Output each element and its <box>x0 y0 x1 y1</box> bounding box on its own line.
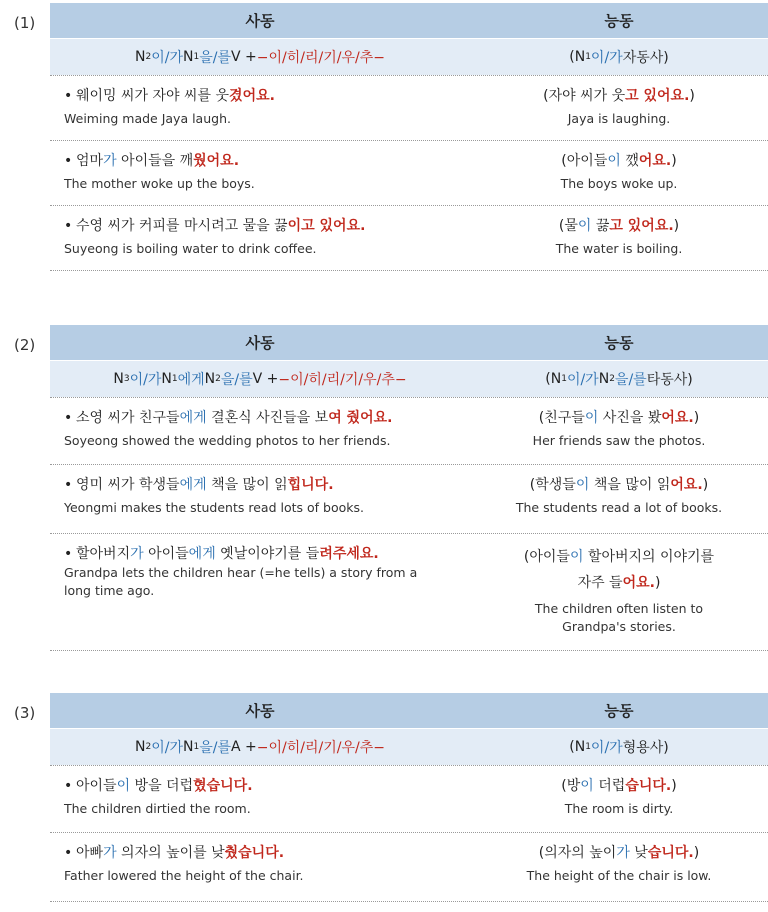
korean-sentence <box>519 544 719 596</box>
korean-sentence <box>64 86 470 106</box>
text-segment: 1 <box>585 742 591 752</box>
text-segment: 의자의 높이를 낮 <box>116 845 225 861</box>
text-segment: 이/가 <box>590 50 623 66</box>
example-row <box>50 464 768 533</box>
text-segment: 이 <box>116 778 131 794</box>
text-segment: 깼 <box>620 153 639 169</box>
causative-example <box>50 206 470 270</box>
text-segment: 어요. <box>670 477 703 493</box>
formula-causative <box>50 361 470 397</box>
active-example <box>470 766 768 832</box>
korean-sentence <box>64 216 470 236</box>
text-segment: 1 <box>193 742 200 752</box>
text-segment: (N <box>545 371 562 387</box>
example-row <box>50 205 768 271</box>
formula-active <box>470 39 768 75</box>
text-segment: 더럽 <box>593 778 626 794</box>
text-segment: 할아버지의 이야기를 자주 들 <box>577 549 715 591</box>
example-row <box>50 75 768 140</box>
korean-sentence <box>561 776 676 796</box>
header-active: 능동 <box>604 12 634 30</box>
text-segment: 아이들 <box>76 778 117 794</box>
text-segment: 가 <box>103 153 117 169</box>
english-translation: Soyeong showed the wedding photos to her friends. <box>64 433 391 448</box>
bullet: • <box>64 153 73 169</box>
text-segment: 이 <box>607 153 621 169</box>
example-row <box>50 832 768 902</box>
text-segment: 1 <box>585 52 591 62</box>
text-segment: 에게 <box>177 372 205 388</box>
text-segment: N <box>113 371 124 387</box>
text-segment: V + <box>231 49 257 65</box>
text-segment: (물 <box>558 218 578 234</box>
section-number: (1) <box>14 14 36 32</box>
text-segment: 을/를 <box>199 50 231 66</box>
bullet: • <box>64 477 73 493</box>
text-segment: 어요. <box>638 153 672 169</box>
english-translation: The children dirtied the room. <box>64 801 251 816</box>
causative-example <box>50 766 470 832</box>
text-segment: N <box>135 739 146 755</box>
korean-sentence <box>64 475 470 495</box>
text-segment: 이/가 <box>566 372 599 388</box>
formula-causative <box>50 729 470 765</box>
text-segment: 소영 씨가 친구들 <box>76 410 180 426</box>
text-segment: 을/를 <box>614 372 647 388</box>
text-segment: ) <box>689 88 695 104</box>
text-segment: 이 <box>577 218 592 234</box>
text-segment: 겼어요. <box>229 88 275 104</box>
text-segment: 2 <box>609 374 615 384</box>
text-segment: 1 <box>561 374 567 384</box>
english-translation: Suyeong is boiling water to drink coffee. <box>64 241 317 256</box>
causative-example <box>50 465 470 533</box>
english-translation: The children often listen to Grandpa's stories. <box>534 601 704 634</box>
active-example <box>470 398 768 464</box>
text-segment: (친구들 <box>538 410 585 426</box>
english-translation: The students read a lot of books. <box>515 500 723 515</box>
text-segment: 이 <box>580 778 594 794</box>
text-segment: 아이들을 깨 <box>116 153 194 169</box>
text-segment: N <box>183 49 194 65</box>
text-segment: 이 <box>584 410 599 426</box>
text-segment: −이/히/리/기/우/추− <box>256 740 385 756</box>
text-segment: 낮 <box>629 845 648 861</box>
english-translation: Her friends saw the photos. <box>532 433 706 448</box>
text-segment: 2 <box>145 52 152 62</box>
causative-example <box>50 398 470 464</box>
text-segment: 책을 많이 읽 <box>206 477 288 493</box>
formula-active <box>470 361 768 397</box>
text-segment: (아이들 <box>561 153 608 169</box>
active-example <box>470 534 768 650</box>
text-segment: −이/히/리/기/우/추− <box>278 372 407 388</box>
header-active: 능동 <box>604 702 634 720</box>
text-segment: 췄습니다. <box>224 845 285 861</box>
text-segment: N <box>183 739 194 755</box>
text-segment: 어요. <box>622 575 655 591</box>
english-translation: Yeongmi makes the students read lots of books. <box>64 500 364 515</box>
text-segment: ) <box>673 218 680 234</box>
active-example <box>470 833 768 901</box>
english-translation: The boys woke up. <box>560 176 678 191</box>
text-segment: 려주세요. <box>319 546 379 562</box>
active-example <box>470 465 768 533</box>
text-segment: ) <box>702 477 709 493</box>
formula-row <box>50 38 768 75</box>
text-segment: (의자의 높이 <box>538 845 617 861</box>
text-segment: 이 <box>575 477 590 493</box>
text-segment: −이/히/리/기/우/추− <box>256 50 385 66</box>
text-segment: 가 <box>103 845 117 861</box>
text-segment: (N <box>569 49 586 65</box>
causative-example <box>50 76 470 140</box>
text-segment: 옛날이야기를 들 <box>215 546 320 562</box>
text-segment: ) <box>671 153 677 169</box>
english-translation: The mother woke up the boys. <box>64 176 255 191</box>
bullet: • <box>64 778 73 794</box>
text-segment: ) <box>693 845 700 861</box>
text-segment: 결혼식 사진들을 보 <box>206 410 329 426</box>
text-segment: 방을 더럽 <box>130 778 194 794</box>
text-segment: N <box>598 371 610 387</box>
text-segment: 이/가 <box>151 50 184 66</box>
header-active: 능동 <box>604 334 634 352</box>
text-segment: 이/가 <box>129 372 162 388</box>
text-segment: (학생들 <box>529 477 576 493</box>
korean-sentence <box>543 86 695 106</box>
text-segment: 에게 <box>179 410 207 426</box>
text-segment: 에게 <box>188 546 216 562</box>
english-translation: The height of the chair is low. <box>526 868 712 883</box>
text-segment: ) <box>654 575 661 591</box>
korean-sentence <box>64 776 470 796</box>
korean-sentence <box>539 843 699 863</box>
table-header <box>50 325 768 360</box>
header-causative: 사동 <box>245 12 275 30</box>
text-segment: 3 <box>123 374 130 384</box>
section-number: (2) <box>14 336 36 354</box>
causative-example <box>50 534 470 650</box>
bullet: • <box>64 88 73 104</box>
text-segment: N <box>204 371 216 387</box>
korean-sentence <box>64 151 470 171</box>
formula-causative <box>50 39 470 75</box>
grammar-table <box>50 3 768 271</box>
causative-example <box>50 141 470 205</box>
text-segment: 고 있어요. <box>625 88 690 104</box>
text-segment: ) <box>693 410 700 426</box>
bullet: • <box>64 845 73 861</box>
text-segment: ) <box>671 778 677 794</box>
text-segment: 형용사) <box>622 740 669 756</box>
formula-row <box>50 360 768 397</box>
text-segment: 영미 씨가 학생들 <box>76 477 180 493</box>
text-segment: 힙니다. <box>287 477 334 493</box>
text-segment: 어요. <box>661 410 694 426</box>
causative-example <box>50 833 470 901</box>
text-segment: 자동사) <box>622 50 669 66</box>
text-segment: 웠어요. <box>193 153 240 169</box>
header-causative: 사동 <box>245 702 275 720</box>
korean-sentence <box>64 408 470 428</box>
korean-sentence <box>64 544 470 564</box>
text-segment: 여 줬어요. <box>328 410 393 426</box>
korean-sentence <box>561 151 676 171</box>
text-segment: N <box>161 371 172 387</box>
text-segment: (자야 씨가 웃 <box>543 88 626 104</box>
korean-sentence <box>539 408 699 428</box>
text-segment: 타동사) <box>646 372 693 388</box>
grammar-table <box>50 693 768 902</box>
text-segment: 2 <box>145 742 152 752</box>
english-translation: Father lowered the height of the chair. <box>64 868 304 883</box>
english-translation: The room is dirty. <box>564 801 674 816</box>
text-segment: 엄마 <box>76 153 104 169</box>
text-segment: 아빠 <box>76 845 104 861</box>
english-translation: Grandpa lets the children hear (=he tells) a story from a long time ago. <box>64 565 418 598</box>
english-translation: Weiming made Jaya laugh. <box>64 111 231 126</box>
example-row <box>50 533 768 651</box>
text-segment: 을/를 <box>199 740 231 756</box>
active-example <box>470 141 768 205</box>
text-segment: 습니다. <box>625 778 672 794</box>
text-segment: 아이들 <box>143 546 189 562</box>
table-header <box>50 3 768 38</box>
text-segment: (N <box>569 739 586 755</box>
section-number: (3) <box>14 704 36 722</box>
korean-sentence <box>559 216 679 236</box>
english-translation: The water is boiling. <box>555 241 683 256</box>
text-segment: A + <box>231 739 257 755</box>
text-segment: 을/를 <box>220 372 253 388</box>
korean-sentence <box>530 475 708 495</box>
text-segment: (방 <box>561 778 581 794</box>
text-segment: 에게 <box>179 477 207 493</box>
text-segment: 2 <box>215 374 221 384</box>
text-segment: 혔습니다. <box>193 778 253 794</box>
example-row <box>50 765 768 832</box>
active-example <box>470 76 768 140</box>
text-segment: 이/가 <box>151 740 184 756</box>
text-segment: N <box>135 49 146 65</box>
text-segment: 가 <box>616 845 630 861</box>
text-segment: 습니다. <box>647 845 694 861</box>
bullet: • <box>64 410 73 426</box>
example-row <box>50 397 768 464</box>
text-segment: 사진을 봤 <box>598 410 662 426</box>
bullet: • <box>64 218 73 234</box>
korean-sentence <box>64 843 470 863</box>
header-causative: 사동 <box>245 334 275 352</box>
example-row <box>50 140 768 205</box>
text-segment: 수영 씨가 커피를 마시려고 물을 끓 <box>76 218 288 234</box>
english-translation: Jaya is laughing. <box>567 111 671 126</box>
text-segment: 가 <box>130 546 144 562</box>
bullet: • <box>64 546 73 562</box>
text-segment: V + <box>252 371 279 387</box>
text-segment: 1 <box>193 52 200 62</box>
table-header <box>50 693 768 728</box>
text-segment: 할아버지 <box>76 546 131 562</box>
text-segment: 끓 <box>591 218 610 234</box>
text-segment: (아이들 <box>523 549 570 565</box>
text-segment: 고 있어요. <box>609 218 674 234</box>
active-example <box>470 206 768 270</box>
formula-active <box>470 729 768 765</box>
text-segment: 책을 많이 읽 <box>589 477 671 493</box>
text-segment: 이/가 <box>590 740 623 756</box>
grammar-table <box>50 325 768 651</box>
text-segment: 웨이밍 씨가 자야 씨를 웃 <box>76 88 230 104</box>
text-segment: 이고 있어요. <box>287 218 366 234</box>
formula-row <box>50 728 768 765</box>
text-segment: 이 <box>569 549 584 565</box>
text-segment: 1 <box>171 374 178 384</box>
